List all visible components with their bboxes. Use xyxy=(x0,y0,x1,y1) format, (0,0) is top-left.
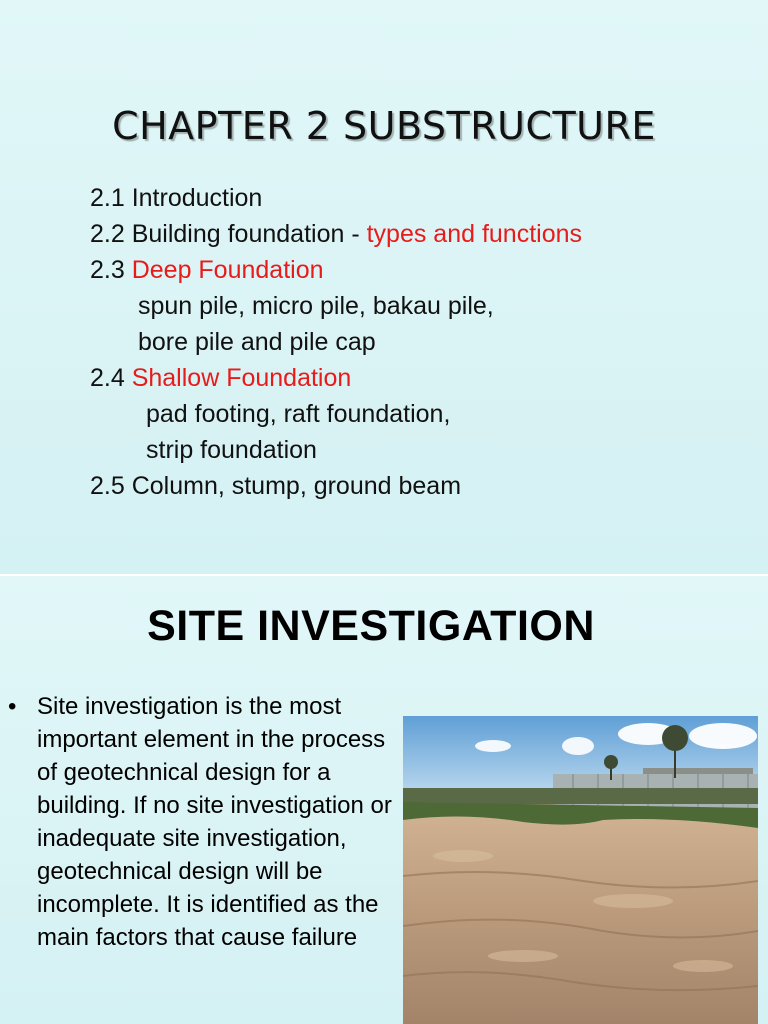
slide-site-investigation xyxy=(0,576,768,1024)
toc-subitem-shallow-1 xyxy=(90,396,582,432)
toc-item-2-1 xyxy=(90,180,582,216)
table-of-contents xyxy=(90,180,582,504)
toc-item-2-4 xyxy=(90,360,582,396)
toc-item-text: 2.1 Introduction xyxy=(90,184,263,212)
toc-item-2-2 xyxy=(90,216,582,252)
toc-item-highlight: Deep Foundation xyxy=(131,256,324,284)
toc-item-text: 2.5 Column, stump, ground beam xyxy=(90,472,462,500)
toc-item-2-5 xyxy=(90,468,582,504)
slide-title: SITE INVESTIGATION xyxy=(147,602,595,650)
toc-subitem-deep-2 xyxy=(90,324,582,360)
toc-item-text: 2.2 Building foundation - xyxy=(90,220,367,248)
site-photo xyxy=(403,716,758,1024)
toc-subitem-text: pad footing, raft foundation, xyxy=(146,400,451,428)
chapter-title: CHAPTER 2 SUBSTRUCTURE xyxy=(112,104,656,148)
toc-item-highlight: types and functions xyxy=(366,220,583,248)
toc-subitem-text: strip foundation xyxy=(146,436,317,464)
toc-item-text: 2.4 xyxy=(90,364,132,392)
toc-subitem-text: spun pile, micro pile, bakau pile, xyxy=(138,292,494,320)
toc-item-2-3 xyxy=(90,252,582,288)
bullet-point xyxy=(8,690,392,954)
toc-subitem-deep-1 xyxy=(90,288,582,324)
bullet-text: Site investigation is the most important element in the process of geotechnical design for a building. If no site investigation or inadequate site investigation, geotechnical design will be incomplete. It is identified as the main factors that cause failure xyxy=(37,693,392,951)
bullet-icon: • xyxy=(8,693,17,720)
site-photo-image xyxy=(403,716,758,1024)
toc-subitem-shallow-2 xyxy=(90,432,582,468)
toc-item-highlight: Shallow Foundation xyxy=(131,364,352,392)
toc-item-text: 2.3 xyxy=(90,256,132,284)
toc-subitem-text: bore pile and pile cap xyxy=(138,328,376,356)
